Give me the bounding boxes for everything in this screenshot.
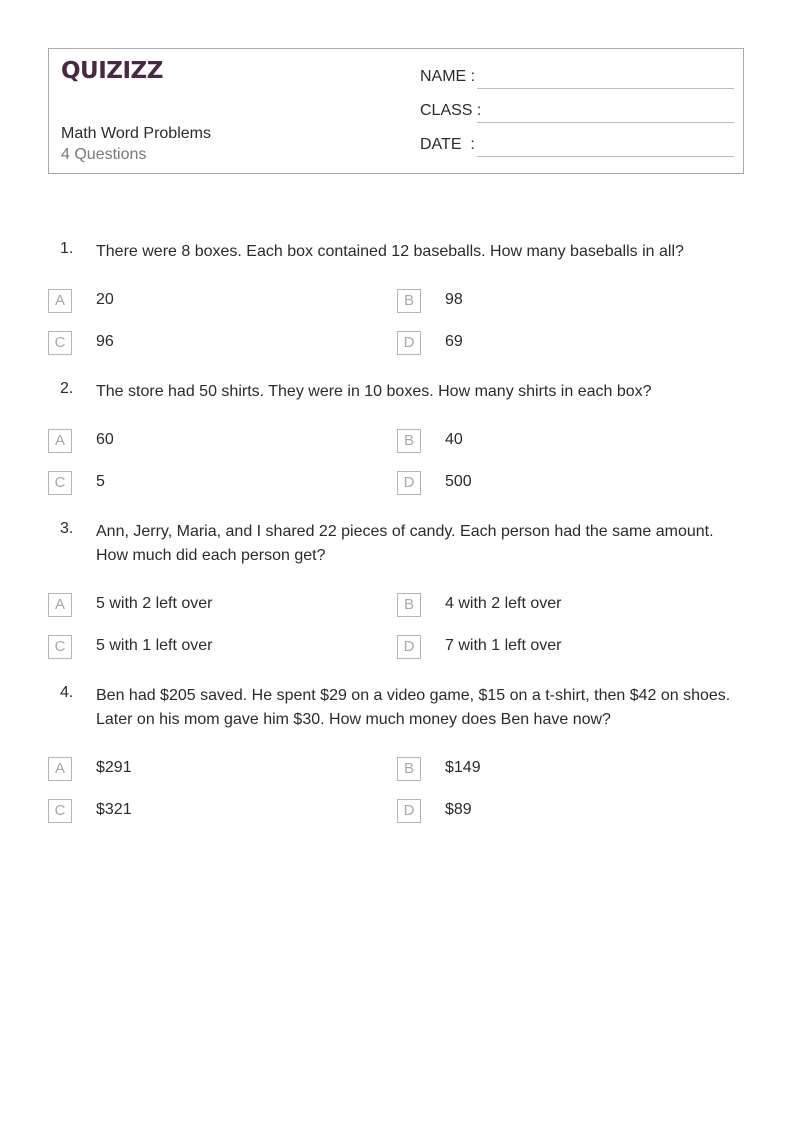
question-number: 4.: [60, 684, 74, 701]
question-text: There were 8 boxes. Each box contained 12 baseballs. How many baseballs in all?: [96, 243, 684, 260]
option-text: 69: [445, 333, 463, 350]
option-text: 5: [96, 473, 105, 490]
option-text: $149: [445, 759, 481, 776]
option-text: 5 with 1 left over: [96, 637, 213, 654]
question-number: 1.: [60, 240, 74, 257]
option-text: 20: [96, 291, 114, 308]
option-letter-box[interactable]: D: [397, 331, 421, 355]
class-line[interactable]: [477, 122, 734, 123]
question-number: 3.: [60, 520, 74, 537]
option-text: 500: [445, 473, 472, 490]
question-text: Ann, Jerry, Maria, and I shared 22 pieces of candy. Each person had the same amount. How much did each person get?: [96, 523, 714, 564]
option-letter-box[interactable]: C: [48, 635, 72, 659]
option-text: 5 with 2 left over: [96, 595, 213, 612]
option-text: $89: [445, 801, 472, 818]
option-letter-box[interactable]: A: [48, 289, 72, 313]
option-letter-box[interactable]: C: [48, 799, 72, 823]
class-label: CLASS :: [420, 102, 482, 119]
question-text: The store had 50 shirts. They were in 10 boxes. How many shirts in each box?: [96, 383, 652, 400]
quizizz-logo: QUIZIZZ: [61, 58, 163, 84]
question-text: Ben had $205 saved. He spent $29 on a video game, $15 on a t-shirt, then $42 on shoes. Later on his mom gave him $30. How much money does Ben have now?: [96, 687, 731, 728]
option-text: 98: [445, 291, 463, 308]
option-letter-box[interactable]: B: [397, 289, 421, 313]
question-count: 4 Questions: [61, 146, 147, 163]
worksheet-header: [48, 48, 744, 174]
date-field[interactable]: [420, 136, 734, 158]
option-letter-box[interactable]: C: [48, 331, 72, 355]
option-text: 96: [96, 333, 114, 350]
option-letter-box[interactable]: B: [397, 593, 421, 617]
option-text: 40: [445, 431, 463, 448]
option-letter-box[interactable]: D: [397, 635, 421, 659]
name-field[interactable]: [420, 68, 734, 90]
option-letter-box[interactable]: B: [397, 757, 421, 781]
class-field[interactable]: [420, 102, 734, 124]
date-line[interactable]: [477, 156, 734, 157]
option-text: 7 with 1 left over: [445, 637, 562, 654]
option-letter-box[interactable]: A: [48, 593, 72, 617]
option-letter-box[interactable]: A: [48, 429, 72, 453]
name-label: NAME :: [420, 68, 476, 85]
worksheet-title: Math Word Problems: [61, 125, 211, 142]
option-text: $291: [96, 759, 132, 776]
option-text: $321: [96, 801, 132, 818]
option-letter-box[interactable]: C: [48, 471, 72, 495]
question-number: 2.: [60, 380, 74, 397]
option-text: 60: [96, 431, 114, 448]
option-text: 4 with 2 left over: [445, 595, 562, 612]
option-letter-box[interactable]: A: [48, 757, 72, 781]
option-letter-box[interactable]: B: [397, 429, 421, 453]
name-line[interactable]: [477, 88, 734, 89]
option-letter-box[interactable]: D: [397, 471, 421, 495]
option-letter-box[interactable]: D: [397, 799, 421, 823]
date-label: DATE :: [420, 136, 475, 153]
